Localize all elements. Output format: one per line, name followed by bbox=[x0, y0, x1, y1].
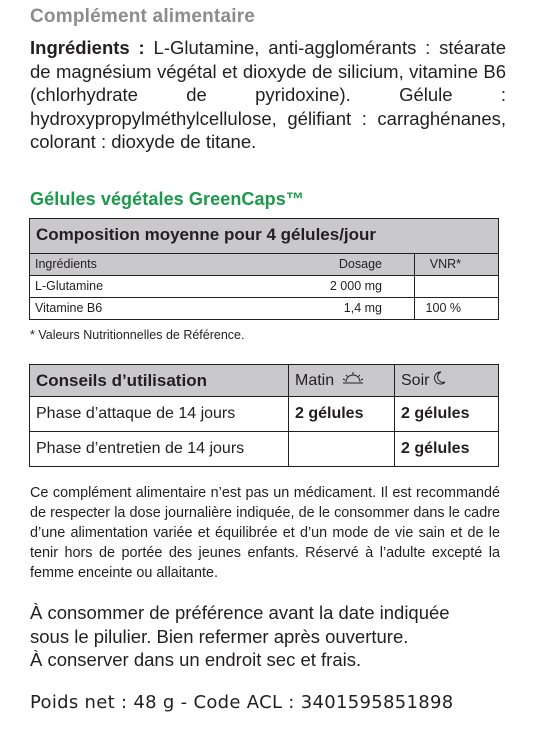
product-category-title: Complément alimentaire bbox=[30, 6, 256, 27]
sunrise-icon bbox=[342, 365, 364, 396]
advice-row bbox=[30, 397, 498, 432]
composition-header-row bbox=[30, 254, 498, 276]
evening-label: Soir bbox=[401, 372, 430, 389]
storage-line: À consommer de préférence avant la date indiquée bbox=[30, 602, 450, 623]
ingredients-paragraph bbox=[30, 36, 506, 154]
header-vnr: VNR* bbox=[429, 257, 461, 271]
advice-title: Conseils d’utilisation bbox=[36, 371, 207, 390]
storage-line: À conserver dans un endroit sec et frais. bbox=[30, 649, 362, 671]
advice-header-row bbox=[30, 365, 498, 397]
row-dosage: 2 000 mg bbox=[329, 279, 382, 293]
ingredients-label: Ingrédients : bbox=[30, 37, 145, 58]
composition-table bbox=[29, 218, 499, 320]
header-dosage: Dosage bbox=[338, 257, 382, 271]
column-divider bbox=[414, 298, 415, 319]
morning-dose: 2 gélules bbox=[289, 397, 395, 431]
row-vnr: 100 % bbox=[425, 301, 461, 315]
evening-dose: 2 gélules bbox=[401, 405, 470, 422]
advice-row bbox=[30, 432, 498, 466]
ingredients-text: L-Glutamine, anti-agglomérants : stéarate de magnésium végétal et dioxyde de silicium, vitamine B6 (chlorhydrate de pyridoxine). Gélule : hydroxypropylméthylcellulose, gélifiant : carraghénanes, colorant : dioxyde de titane. bbox=[30, 37, 506, 153]
header-ingredients: Ingrédients bbox=[35, 257, 97, 271]
row-dosage: 1,4 mg bbox=[343, 301, 382, 315]
evening-dose: 2 gélules bbox=[401, 440, 470, 457]
phase-label: Phase d’attaque de 14 jours bbox=[30, 397, 289, 431]
composition-row bbox=[30, 276, 498, 298]
morning-dose bbox=[289, 432, 395, 466]
phase-label: Phase d’entretien de 14 jours bbox=[30, 432, 289, 466]
crescent-moon-icon bbox=[434, 365, 446, 396]
storage-instructions bbox=[30, 601, 500, 672]
regulatory-notice: Ce complément alimentaire n’est pas un médicament. Il est recommandé de respecter la dose journalière indiquée, de le consommer dans le cadre d’une alimentation variée et équilibrée et d’un mode de vie sain et de le tenir hors de portée des jeunes enfants. Réservé à l’adulte excepté la femme enceinte ou allaitante. bbox=[30, 485, 500, 582]
row-ingredient: L-Glutamine bbox=[35, 279, 104, 293]
usage-advice-table bbox=[29, 364, 499, 467]
row-ingredient: Vitamine B6 bbox=[35, 301, 103, 315]
composition-title: Composition moyenne pour 4 gélules/jour bbox=[30, 219, 498, 254]
composition-row bbox=[30, 298, 498, 319]
column-divider bbox=[414, 276, 415, 297]
column-divider bbox=[414, 254, 415, 275]
morning-label: Matin bbox=[295, 372, 335, 389]
vnr-footnote: * Valeurs Nutritionnelles de Référence. bbox=[30, 328, 245, 342]
storage-line: sous le pilulier. Bien refermer après ouverture. bbox=[30, 625, 409, 647]
net-weight-code: Poids net : 48 g - Code ACL : 3401595851898 bbox=[30, 692, 454, 713]
capsule-brand-line: Gélules végétales GreenCaps™ bbox=[30, 189, 304, 209]
